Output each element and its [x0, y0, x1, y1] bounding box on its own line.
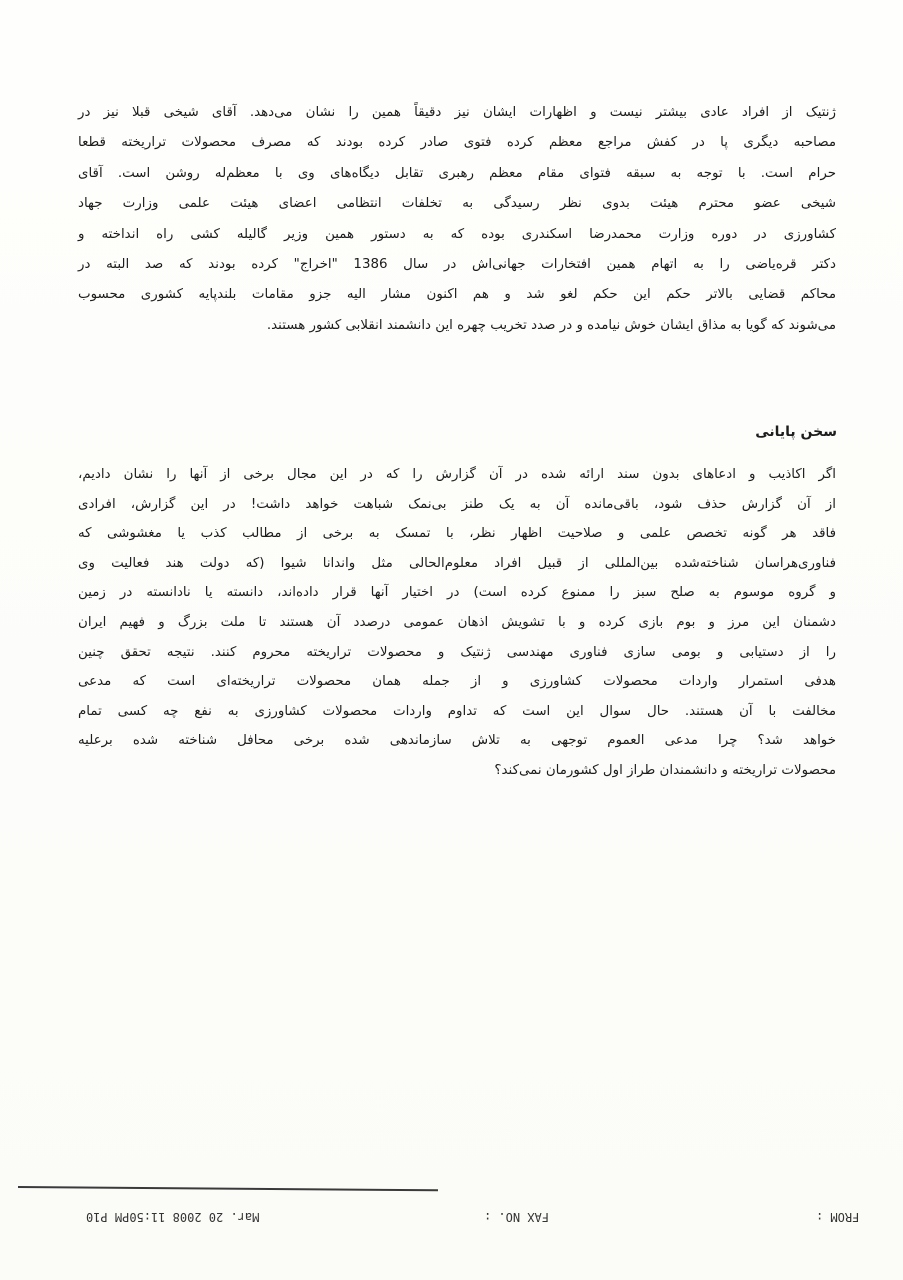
- paragraph-line: مخالفت با آن هستند. حال سوال این است که تداوم واردات محصولات کشاورزی به نفع چه کسی تمام: [78, 703, 836, 719]
- fax-number: FAX NO. :: [484, 1210, 550, 1224]
- paragraph-line: مصاحبه دیگری پا در کفش مراجع معظم کرده فتوی صادر کرده بودند که مصرف محصولات تراریخته قطعا: [78, 135, 836, 151]
- paragraph-line: ژنتیک از افراد عادی بیشتر نیست و اظهارات ایشان نیز دقیقاً همین را نشان می‌دهد. آقای شیخی قبلا نیز در: [78, 105, 836, 120]
- paragraph-line: دشمنان این مرز و بوم بازی کرده و با تشویش اذهان عمومی درصدد آن هستند تا ملت بزرگ و فهیم ایران: [78, 614, 836, 630]
- paragraph-line: فناوری‌هراسان شناخته‌شده بین‌المللی از قبیل افراد معلوم‌الحالی مثل واندانا شیوا (که دولت هند فعالیت وی: [78, 555, 836, 571]
- paragraph-line: از آن گزارش حذف شود، باقی‌مانده آن به یک طنز بی‌نمک شباهت خواهد داشت! در این گزارش، افرادی: [78, 496, 836, 512]
- fax-header-strip: [0, 1210, 903, 1230]
- paragraph-line: محاکم قضایی بالاتر حکم این حکم لغو شد و هم اکنون مشار الیه جزو مقامات بلندپایه کشوری محسوب: [78, 287, 836, 303]
- body-paragraph-1: [78, 98, 836, 341]
- paragraph-line: و گروه موسوم به صلح سبز را ممنوع کرده است) در اختیار آنها قرار داده‌اند، دانسته یا نادانسته در زمین: [78, 585, 836, 601]
- paragraph-line: هدفی استمرار واردات محصولات کشاورزی و از جمله همان محصولات تراریخته‌ای است که مدعی: [78, 674, 836, 690]
- fax-divider-line: [18, 1186, 438, 1191]
- paragraph-line: حرام است. با توجه به سبقه فتوای مقام معظم رهبری تقابل دیگاه‌های وی با معظم‌له روشن است. آقای: [78, 165, 836, 181]
- paragraph-line: خواهد شد؟ چرا مدعی العموم توجهی به تلاش سازماندهی شده برخی محافل شناخته شده برعلیه: [78, 733, 836, 749]
- fax-datetime: Mar. 20 2008 11:50PM P10: [86, 1210, 260, 1224]
- section-heading: سخن پایانی: [755, 424, 837, 440]
- body-paragraph-2: [78, 460, 836, 786]
- paragraph-line: شیخی عضو محترم هیئت بدوی نظر رسیدگی به تخلفات انتظامی اعضای هیئت علمی وزارت جهاد: [78, 196, 836, 212]
- fax-from: FROM :: [816, 1210, 860, 1224]
- paragraph-line: اگر اکاذیب و ادعاهای بدون سند ارائه شده در آن گزارش را که در این مجال برخی از آنها را نشان دادیم،: [78, 467, 836, 482]
- paragraph-line: فاقد هر گونه تخصص علمی و صلاحیت اظهار نظر، با تمسک به برخی از مطالب کذب یا مغشوشی که: [78, 526, 836, 542]
- paragraph-line: را از دستیابی و بومی سازی فناوری مهندسی ژنتیک و محصولات تراریخته محروم کنند. نتیجه تحقق چنین: [78, 644, 836, 660]
- paragraph-line: کشاورزی در دوره وزارت محمدرضا اسکندری بوده که به دستور همین وزیر گالیله کشی راه انداخته و: [78, 226, 836, 242]
- paragraph-line: می‌شوند که گویا به مذاق ایشان خوش نیامده و در صدد تخریب چهره این دانشمند انقلابی کشور هستند.: [266, 317, 836, 333]
- paragraph-line: دکتر قره‌یاضی را به اتهام همین افتخارات جهانی‌اش در سال 1386 "اخراج" کرده بودند که صد البته در: [78, 257, 836, 273]
- paragraph-line: محصولات تراریخته و دانشمندان طراز اول کشورمان نمی‌کند؟: [494, 762, 836, 778]
